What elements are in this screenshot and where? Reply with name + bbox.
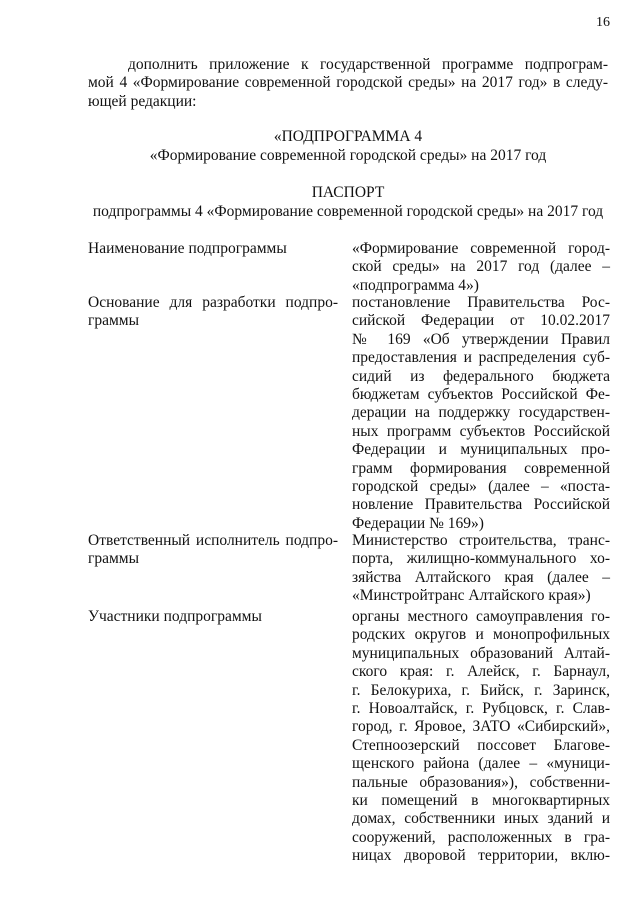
value-line: бюджетам субъектов Российской Фе- <box>352 386 610 404</box>
label-line: Участники подпрограммы <box>88 608 262 625</box>
passport-title: ПАСПОРТ <box>311 184 385 201</box>
value-line: порта, жилищно-коммунального хо- <box>352 550 610 568</box>
value-line: г. Новоалтайск, г. Рубцовск, г. Слав- <box>352 700 610 718</box>
label-line: Наименование подпрограммы <box>88 240 287 257</box>
intro-line: мой 4 «Формирование современной городской среды» на 2017 год» в следу- <box>88 74 608 92</box>
subprogram-subtitle: «Формирование современной городской среды» на 2017 год <box>149 147 547 164</box>
passport-subtitle: подпрограммы 4 «Формирование современной городской среды» на 2017 год <box>92 203 604 220</box>
value-line: ской среды» на 2017 год (далее – <box>352 258 610 276</box>
passport-row-label <box>88 532 338 569</box>
label-line: Основание для разработки подпро- <box>88 294 338 311</box>
value-line: город, г. Яровое, ЗАТО «Сибирский», <box>352 718 610 736</box>
value-line: домах, собственники иных зданий и <box>352 810 610 828</box>
value-line: сидий из федерального бюджета <box>352 367 610 385</box>
value-line: постановление Правительства Рос- <box>352 294 610 311</box>
intro-line: дополнить приложение к государственной программе подпрограм- <box>128 56 608 73</box>
page-number: 16 <box>596 15 610 30</box>
value-line: сооружений, расположенных в гра- <box>352 828 610 846</box>
passport-row-value <box>352 608 610 866</box>
value-line: новление Правительства Российской <box>352 496 610 514</box>
label-line: Ответственный исполнитель подпро- <box>88 532 338 549</box>
subprogram-title: «ПОДПРОГРАММА 4 <box>273 128 423 145</box>
value-line: ных программ субъектов Российской <box>352 422 610 440</box>
value-line: городской среды» (далее – «поста- <box>352 478 610 496</box>
value-line: ки помещений в многоквартирных <box>352 792 610 810</box>
passport-row-value <box>352 294 610 533</box>
value-line: Министерство строительства, транс- <box>352 532 610 549</box>
passport-row-value <box>352 532 610 606</box>
value-line: ницах дворовой территории, вклю- <box>352 847 610 865</box>
value-line: г. Белокуриха, г. Бийск, г. Заринск, <box>352 681 610 699</box>
passport-row-label <box>88 294 338 331</box>
value-line: грамм формирования современной <box>352 459 610 477</box>
value-line: органы местного самоуправления го- <box>352 608 610 625</box>
passport-row-label <box>88 608 338 626</box>
value-line: «Формирование современной город- <box>352 240 610 257</box>
value-line: Федерации и муниципальных про- <box>352 441 610 459</box>
passport-row-value <box>352 240 610 295</box>
value-line: пальные образования»), собственни- <box>352 773 610 791</box>
value-line: ского края: г. Алейск, г. Барнаул, <box>352 663 610 681</box>
value-line: щенского района (далее – «муници- <box>352 755 610 773</box>
intro-paragraph <box>88 56 608 111</box>
value-line: предоставления и распределения суб- <box>352 349 610 367</box>
value-line: Федерации № 169») <box>352 514 484 532</box>
value-line: Степноозерский поссовет Благове- <box>352 736 610 754</box>
value-line: зяйства Алтайского края (далее – <box>352 568 610 586</box>
value-line: муниципальных образований Алтай- <box>352 644 610 662</box>
value-line: № 169 «Об утверждении Правил <box>352 330 610 348</box>
passport-row-label <box>88 240 338 258</box>
intro-line: ющей редакции: <box>88 92 197 110</box>
value-line: «подпрограмма 4») <box>352 276 479 294</box>
value-line: сийской Федерации от 10.02.2017 <box>352 312 610 330</box>
label-line: граммы <box>88 312 140 330</box>
value-line: родских округов и монопрофильных <box>352 626 610 644</box>
value-line: «Минстройтранс Алтайского края») <box>352 587 591 605</box>
label-line: граммы <box>88 550 140 568</box>
value-line: дерации на поддержку государствен- <box>352 404 610 422</box>
